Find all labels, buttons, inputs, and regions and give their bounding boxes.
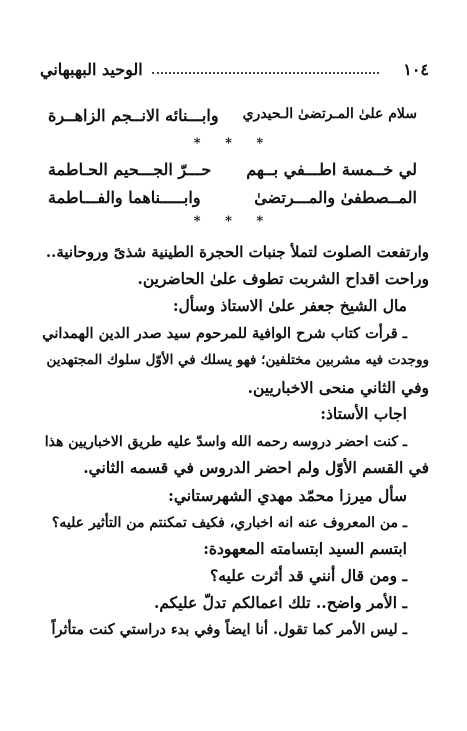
page-header <box>40 60 429 86</box>
paragraph-line: ووجدت فيه مشربين مختلفين؛ فهو يسلك في الأوّل سلوك المجتهدين <box>46 352 429 368</box>
paragraph-line: مال الشيخ جعفر علىٰ الاستاذ وسأل: <box>172 296 407 315</box>
paragraph-line: ـ الأمر واضح.. تلك اعمالكم تدلّ عليكم. <box>153 593 407 612</box>
header-dotted-leader <box>152 72 379 74</box>
paragraph-line: وراحت اقداح الشربت تطوف علىٰ الحاضرين. <box>137 269 429 288</box>
paragraph-line: ـ ليس الأمر كما تقول. أنا ايضاً وفي بدء دراستي كنت متأثراً <box>51 621 407 638</box>
verse-second-hemistich: وابـــــناهما والفـــاطمة <box>48 188 201 207</box>
paragraph-line: ـ كنت احضر دروسه رحمه الله واسدّ عليه طريق الاخباريين هذا <box>44 434 407 450</box>
paragraph-line: ـ من المعروف عنه انه اخباري، فكيف تمكنتم من التأثير عليه؟ <box>51 515 407 531</box>
section-divider-stars: * * * <box>193 214 274 229</box>
paragraph-line: اجاب الأستاذ: <box>320 404 407 423</box>
page-number: ١٠٤ <box>403 60 429 79</box>
verse-first-hemistich: المــصطفىٰ والمـــرتضىٰ <box>254 188 417 207</box>
verse-second-hemistich: وابـــنائه الانــجم الزاهــرة <box>48 106 219 125</box>
section-divider-stars: * * * <box>193 136 274 151</box>
paragraph-line: ابتسم السيد ابتسامته المعهودة: <box>203 539 407 558</box>
verse-second-hemistich: حـــرّ الجـــحيم الحـاطمة <box>48 160 212 179</box>
running-title: الوحيد البهبهاني <box>40 60 143 79</box>
paragraph-line: ـ ومن قال أنني قد أثرت عليه؟ <box>209 566 407 585</box>
verse-line <box>48 160 417 184</box>
paragraph-line: سأل ميرزا محمّد مهدي الشهرستاني: <box>168 486 407 505</box>
verse-line <box>48 106 417 130</box>
verse-first-hemistich: سلام علىٰ المـرتضىٰ الـحيدري <box>242 106 417 122</box>
verse-line <box>48 188 417 212</box>
paragraph-line: وارتفعت الصلوت لتملأ جنبات الحجرة الطينية شذىً وروحانية.. <box>45 243 429 261</box>
paragraph-line: ـ قرأت كتاب شرح الوافية للمرحوم سيد صدر الدين الهمداني <box>42 325 407 342</box>
verse-first-hemistich: لي خــمسة اطـــفي بــهم <box>246 160 417 179</box>
paragraph-line: في القسم الأوّل ولم احضر الدروس في قسمه الثاني. <box>83 458 429 477</box>
paragraph-line: وفي الثاني منحى الاخباريين. <box>247 378 429 397</box>
